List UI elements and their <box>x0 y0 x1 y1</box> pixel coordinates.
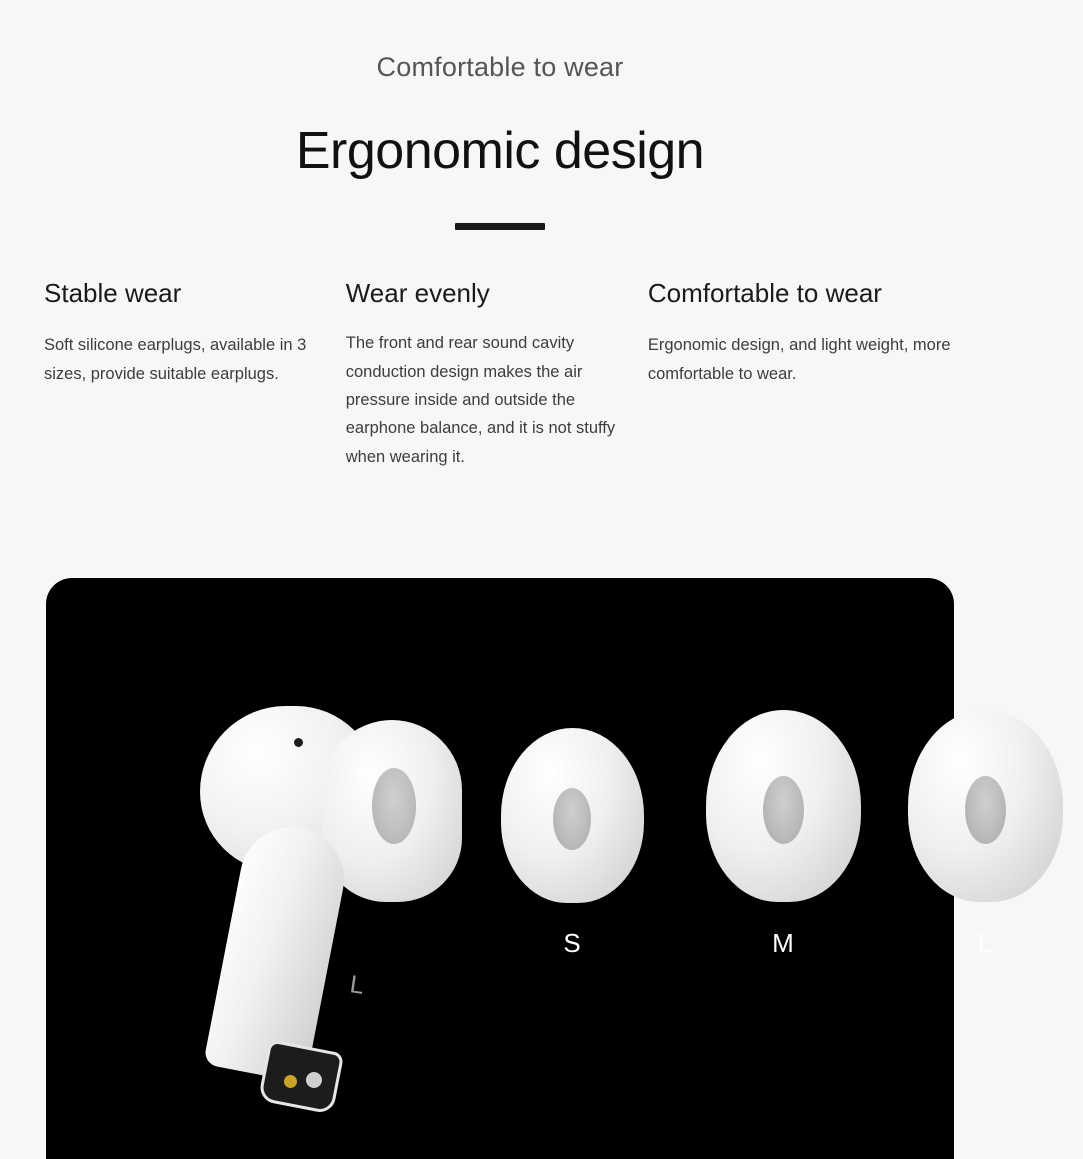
ear-tip-label: M <box>772 928 794 958</box>
ear-tip-opening <box>965 776 1006 844</box>
earbud-side-label: L <box>348 970 366 1000</box>
feature-column-stable-wear <box>44 278 346 488</box>
feature-body: The front and rear sound cavity conduction design makes the air pressure inside and outside the earphone balance, and it is not stuffy when wearing it. <box>345 334 616 466</box>
earbud-microphone-dot <box>294 738 303 747</box>
ear-tip-small <box>501 728 651 958</box>
feature-title: Stable wear <box>44 278 182 308</box>
ear-tip-medium <box>706 710 876 960</box>
ear-tip-opening <box>553 788 591 850</box>
earbud-illustration <box>154 706 514 1146</box>
page-title: Ergonomic design <box>295 122 705 180</box>
feature-title: Wear evenly <box>345 278 490 308</box>
ear-tip-large <box>908 710 1083 960</box>
title-divider <box>455 223 545 230</box>
feature-body: Ergonomic design, and light weight, more comfortable to wear. <box>647 336 951 383</box>
ear-tip-label: S <box>563 928 581 958</box>
eyebrow-text: Comfortable to wear <box>376 52 624 82</box>
ear-tip-label: L <box>977 928 993 958</box>
ear-tip-opening <box>763 776 804 844</box>
feature-body: Soft silicone earplugs, available in 3 sizes, provide suitable earplugs. <box>44 336 307 383</box>
earbud-ear-tip-opening <box>372 768 416 844</box>
earbud-contact-silver <box>306 1072 322 1088</box>
feature-column-comfortable-to-wear <box>648 278 956 488</box>
product-photo <box>46 578 993 1159</box>
feature-title: Comfortable to wear <box>647 278 882 308</box>
feature-column-wear-evenly <box>346 278 648 488</box>
feature-columns <box>0 278 1000 488</box>
earbud-charging-contacts <box>258 1039 344 1114</box>
